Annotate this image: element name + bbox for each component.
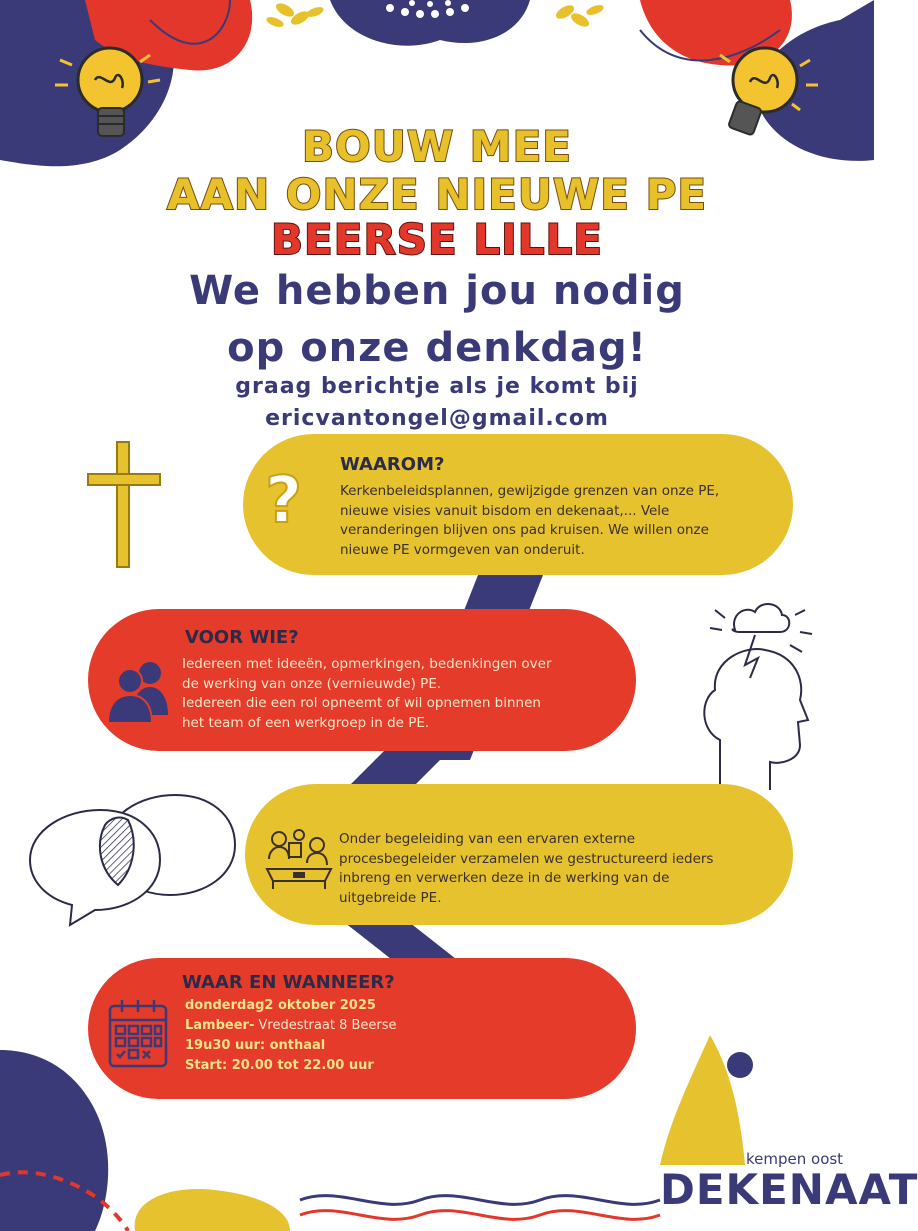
logo-name: DEKENAAT [660,1165,918,1214]
title-line-3: BEERSE LILLE [271,215,603,264]
people-icon [108,657,170,723]
event-reception: 19u30 uur: onthaal [185,1038,326,1053]
cross-icon [88,442,160,567]
text-line: Onder begeleiding van een ervaren externe [339,831,636,847]
event-location [185,1016,625,1036]
text-line: inbreng en verwerken deze in de werking van de [339,870,670,886]
text-line: Iedereen die een rol opneemt of wil opnemen binnen [182,695,541,711]
waarom-card [243,434,793,575]
leaf-sprig-left [265,1,325,29]
text-line: procesbegeleider verzamelen we gestructureerd ieders [339,850,714,867]
leaf-sprig-right [554,3,605,30]
hoe-card [245,784,793,925]
text-line: uitgebreide PE. [339,889,442,906]
event-start: Start: 20.00 tot 22.00 uur [185,1058,374,1073]
waar-wanneer-heading: WAAR EN WANNEER? [182,972,395,993]
voor-wie-heading: VOOR WIE? [185,627,299,648]
contact-text: graag berichtje als je komt bij [235,374,639,399]
hoe-body [339,830,779,908]
waar-wanneer-body [185,996,625,1076]
event-date: donderdag2 oktober 2025 [185,998,376,1013]
question-mark-icon: ? [265,464,303,538]
text-line: Kerkenbeleidsplannen, gewijzigde grenzen van onze PE, [340,483,720,499]
text-line: nieuwe visies vanuit bisdom en dekenaat,... Vele [340,502,670,519]
voor-wie-card [88,609,636,751]
waarom-body [340,482,780,560]
title-line-2: AAN ONZE NIEUWE PE [166,170,708,219]
title-line-1: BOUW MEE [302,122,572,171]
bottom-yellow-blob [135,1189,290,1231]
thinking-head-icon [704,604,812,790]
bottom-waves [300,1196,660,1220]
logo-subtitle: kempen oost [746,1150,844,1168]
speech-bubbles-icon [30,795,235,925]
text-line: de werking van onze (vernieuwde) PE. [182,675,442,692]
bottom-left-navy-blob [0,1050,108,1231]
text-line: Iedereen met ideeën, opmerkingen, bedenkingen over [182,656,552,672]
meeting-table-icon [265,829,333,889]
text-line: veranderingen blijven ons pad kruisen. We willen onze [340,522,709,538]
calendar-icon [106,996,170,1070]
location-name: Lambeer- [185,1018,255,1033]
text-line: nieuwe PE vormgeven van onderuit. [340,541,585,558]
waarom-heading: WAAROM? [340,454,445,475]
waar-wanneer-card [88,958,636,1099]
text-line: het team of een werkgroep in de PE. [182,714,430,731]
dekenaat-logo-mark [660,1035,753,1165]
location-address: Vredestraat 8 Beerse [254,1018,397,1033]
subtitle-line-2: op onze denkdag! [227,325,647,371]
subtitle-line-1: We hebben jou nodig [189,268,685,314]
contact-email[interactable]: ericvantongel@gmail.com [265,406,609,431]
voor-wie-body [182,655,622,733]
